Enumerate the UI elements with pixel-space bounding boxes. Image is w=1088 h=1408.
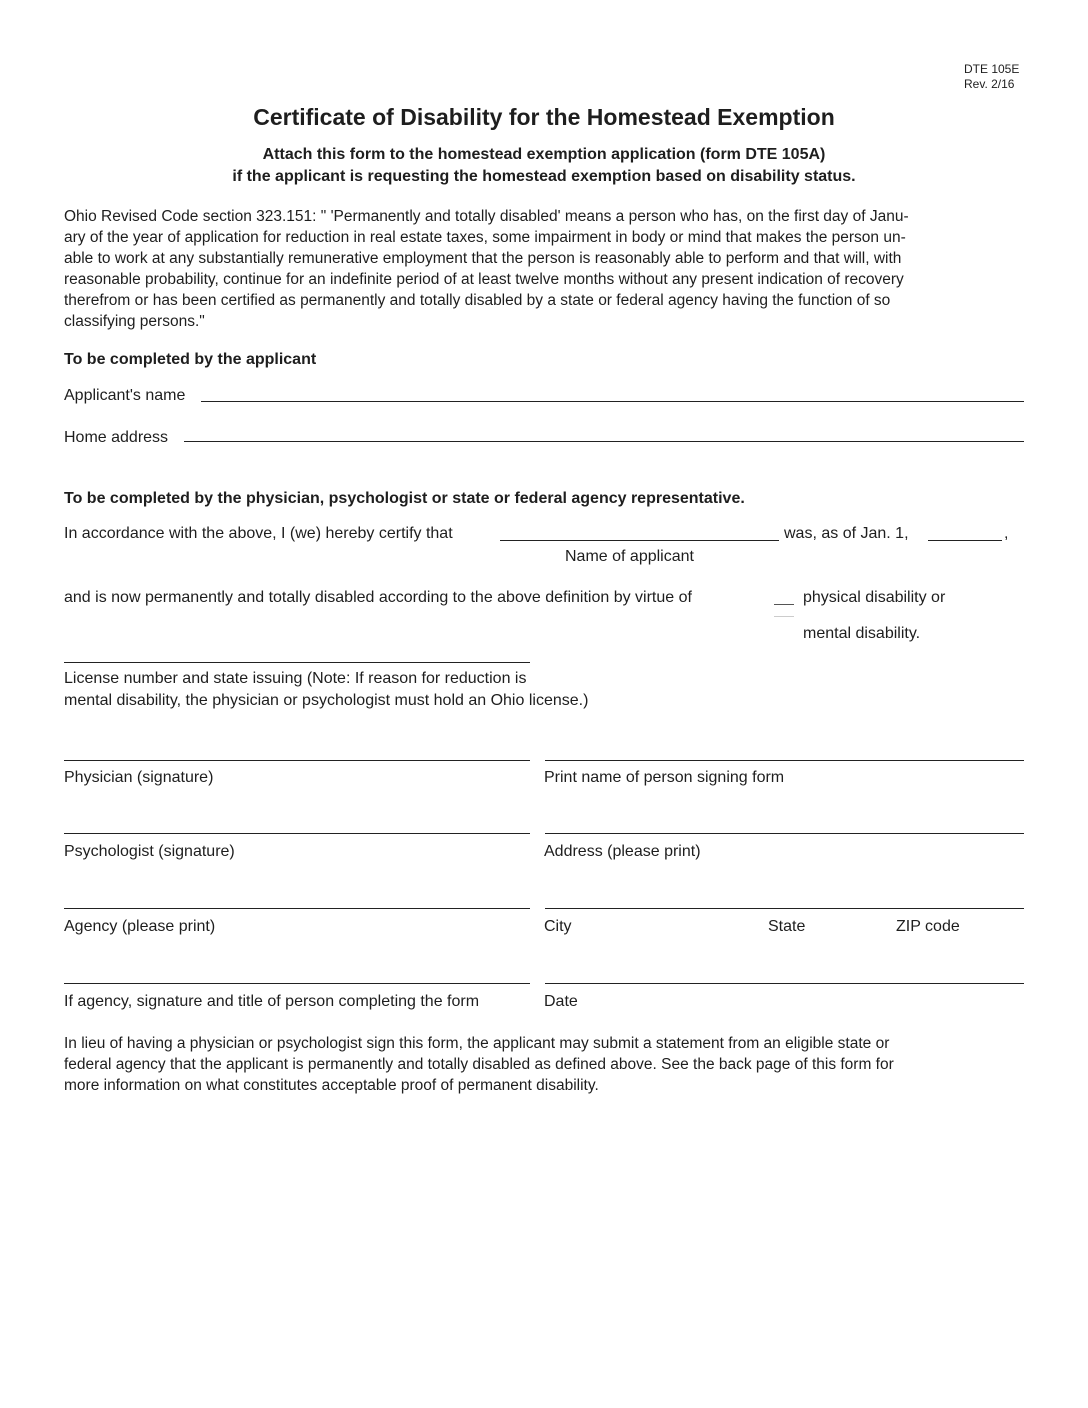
license-note-line-1: License number and state issuing (Note: If reason for reduction is [64,670,527,687]
footer-note-line: In lieu of having a physician or psychologist sign this form, the applicant may submit a statement from an eligible state or [64,1035,890,1052]
license-note-line-2: mental disability, the physician or psychologist must hold an Ohio license.) [64,692,589,709]
physician-signature-label: Physician (signature) [64,769,214,786]
agency-line[interactable] [64,908,530,909]
disabled-by-virtue-text: and is now permanently and totally disabled according to the above definition by virtue of [64,589,692,606]
psychologist-signature-line[interactable] [64,833,530,834]
footer-note [64,1033,1024,1096]
physician-signature-line[interactable] [64,760,530,761]
state-label: State [768,918,806,935]
print-name-label: Print name of person signing form [544,769,785,786]
definition-paragraph [64,206,1024,332]
certify-applicant-name-field[interactable] [500,524,779,541]
address-label: Address (please print) [544,843,701,860]
address-line[interactable] [545,833,1024,834]
form-revision: Rev. 2/16 [964,77,1015,91]
home-address-field[interactable] [184,425,1024,442]
applicant-section-heading: To be completed by the applicant [64,351,317,368]
date-line[interactable] [545,983,1024,984]
footer-note-line: more information on what constitutes acceptable proof of permanent disability. [64,1077,599,1094]
physical-disability-checkbox[interactable] [774,604,794,605]
agency-signature-line[interactable] [64,983,530,984]
physical-disability-label: physical disability or [803,589,946,606]
definition-line: classifying persons." [64,313,205,330]
agency-label: Agency (please print) [64,918,216,935]
physician-section-heading: To be completed by the physician, psychologist or state or federal agency representative. [64,490,745,507]
definition-line: able to work at any substantially remunerative employment that the person is reasonably able to perform and that will, with [64,250,902,267]
mental-disability-label: mental disability. [803,625,921,642]
footer-note-line: federal agency that the applicant is permanently and totally disabled as defined above. See the back page of this form for [64,1056,894,1073]
applicant-name-field[interactable] [201,385,1024,402]
comma: , [1004,525,1009,542]
home-address-label: Home address [64,429,169,446]
definition-line: therefrom or has been certified as permanently and totally disabled by a state or federal agency having the function of so [64,292,891,309]
definition-line: ary of the year of application for reduction in real estate taxes, some impairment in body or mind that makes the person un- [64,229,906,246]
definition-line: Ohio Revised Code section 323.151: " 'Permanently and totally disabled' means a person who has, on the first day of Janu- [64,208,909,225]
name-of-applicant-caption: Name of applicant [565,548,694,565]
subtitle-line-1: Attach this form to the homestead exemption application (form DTE 105A) [262,146,826,163]
print-name-line[interactable] [545,760,1024,761]
was-as-of-label: was, as of Jan. 1, [784,525,909,542]
date-label: Date [544,993,578,1010]
city-label: City [544,918,572,935]
mental-disability-checkbox[interactable] [774,616,794,617]
applicant-name-label: Applicant's name [64,387,186,404]
license-number-line[interactable] [64,662,530,663]
form-id: DTE 105E [964,62,1020,76]
agency-signature-label: If agency, signature and title of person completing the form [64,993,480,1010]
year-field[interactable] [928,524,1002,541]
page-title: Certificate of Disability for the Homestead Exemption [253,104,835,130]
subtitle-line-2: if the applicant is requesting the homestead exemption based on disability status. [232,168,856,185]
certify-prefix: In accordance with the above, I (we) hereby certify that [64,525,453,542]
city-state-zip-line[interactable] [545,908,1024,909]
psychologist-signature-label: Psychologist (signature) [64,843,235,860]
definition-line: reasonable probability, continue for an indefinite period of at least twelve months without any present indication of recovery [64,271,904,288]
zip-label: ZIP code [896,918,960,935]
